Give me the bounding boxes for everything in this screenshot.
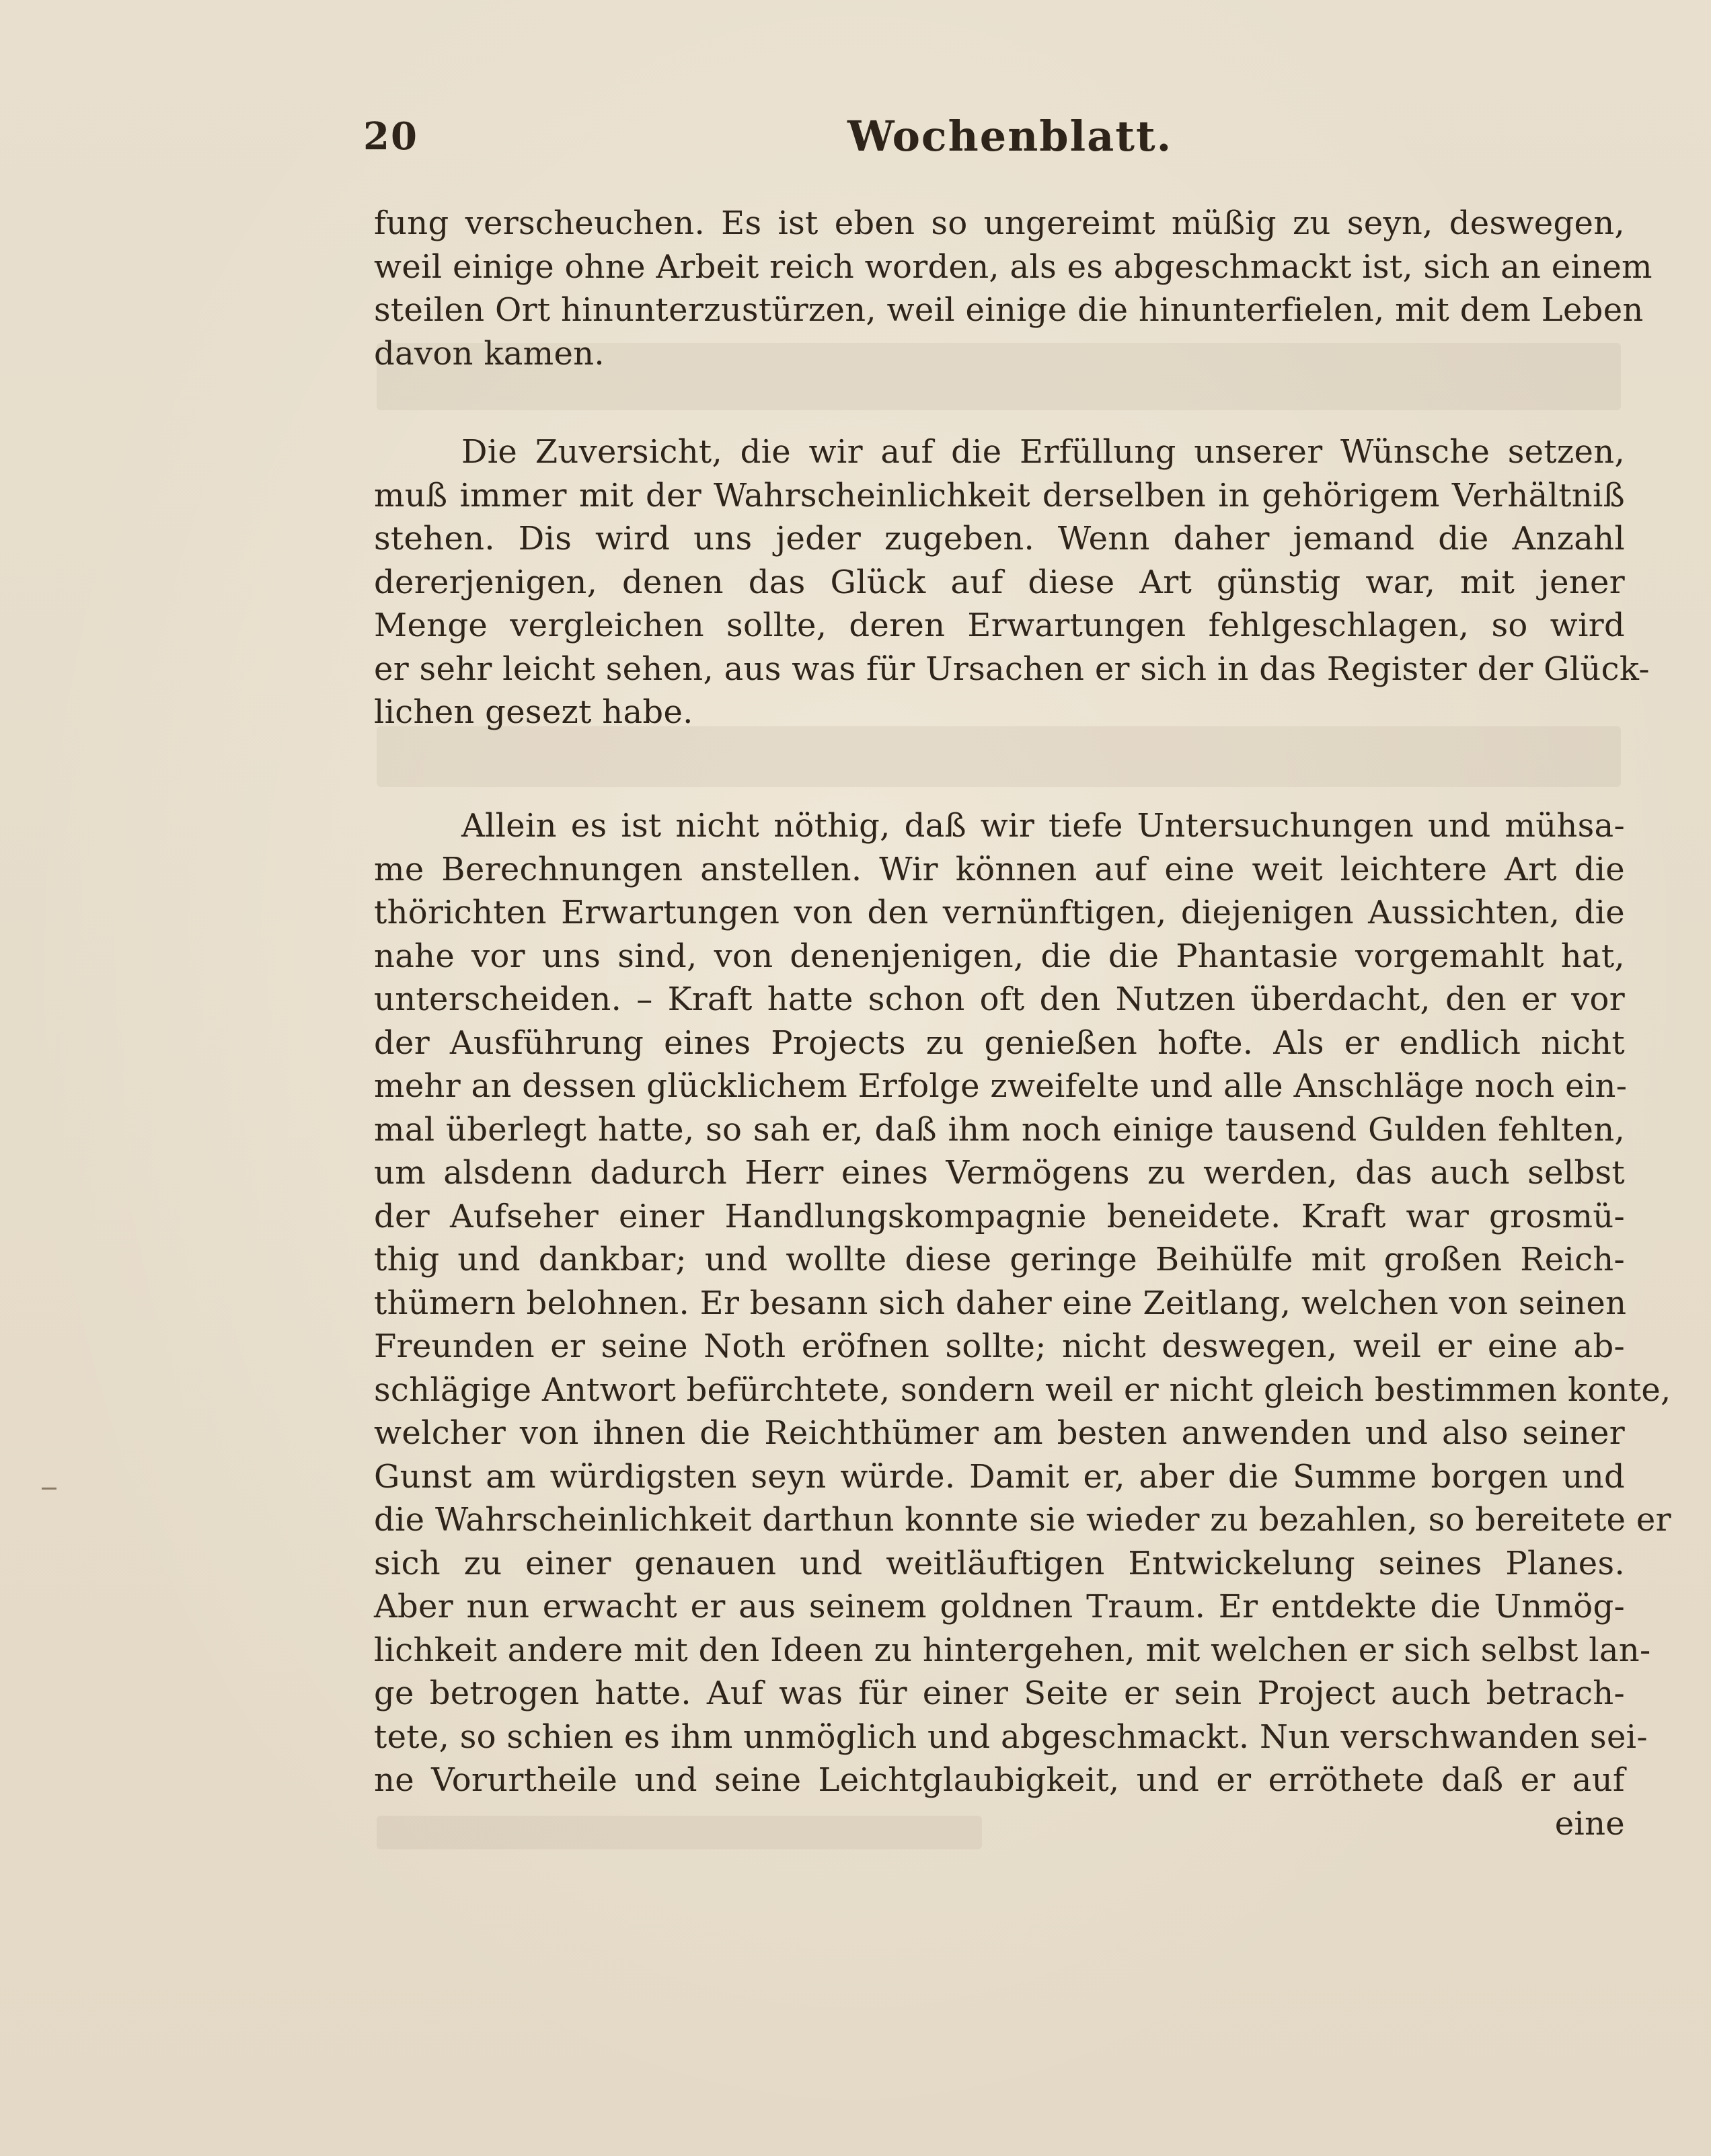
show-through-shadow	[377, 726, 1621, 787]
text-line: unterscheiden. – Kraft hatte schon oft den Nutzen überdacht, den er vor	[374, 980, 1625, 1018]
text-line: welcher von ihnen die Reichthümer am besten anwenden und also seiner	[374, 1414, 1625, 1452]
text-line: dererjenigen, denen das Glück auf diese Art günstig war, mit jener	[374, 563, 1625, 601]
text-line: er sehr leicht sehen, aus was für Ursachen er sich in das Register der Glück-	[374, 650, 1650, 688]
text-line: sich zu einer genauen und weitläuftigen Entwickelung seines Planes.	[374, 1544, 1625, 1582]
margin-mark	[42, 1488, 56, 1490]
text-line: der Ausführung eines Projects zu genießen hofte. Als er endlich nicht	[374, 1024, 1625, 1062]
text-line: muß immer mit der Wahrscheinlichkeit derselben in gehörigem Verhältniß	[374, 476, 1625, 514]
text-line: fung verscheuchen. Es ist eben so ungereimt müßig zu seyn, deswegen,	[374, 204, 1625, 242]
text-line: tete, so schien es ihm unmöglich und abgeschmackt. Nun verschwanden sei-	[374, 1718, 1648, 1756]
text-line: steilen Ort hinunterzustürzen, weil einige die hinunterfielen, mit dem Leben	[374, 291, 1644, 329]
text-line: die Wahrscheinlichkeit darthun konnte sie wieder zu bezahlen, so bereitete er	[374, 1501, 1671, 1539]
text-line: Menge vergleichen sollte, deren Erwartungen fehlgeschlagen, so wird	[374, 607, 1625, 644]
text-line: lichkeit andere mit den Ideen zu hintergehen, mit welchen er sich selbst lan-	[374, 1631, 1651, 1669]
text-line: Aber nun erwacht er aus seinem goldnen Traum. Er entdekte die Unmög-	[374, 1588, 1625, 1625]
text-line: Gunst am würdigsten seyn würde. Damit er, aber die Summe borgen und	[374, 1457, 1625, 1496]
text-line: thümern belohnen. Er besann sich daher eine Zeitlang, welchen von seinen	[374, 1284, 1627, 1322]
text-line: lichen gesezt habe.	[374, 693, 693, 731]
text-line: me Berechnungen anstellen. Wir können auf eine weit leichtere Art die	[374, 850, 1625, 888]
text-line: thörichten Erwartungen von den vernünftigen, diejenigen Aussichten, die	[374, 894, 1625, 931]
text-line: weil einige ohne Arbeit reich worden, als es abgeschmackt ist, sich an einem	[374, 247, 1652, 286]
text-line: der Aufseher einer Handlungskompagnie beneidete. Kraft war grosmü-	[374, 1197, 1625, 1235]
text-line: mal überlegt hatte, so sah er, daß ihm noch einige tausend Gulden fehlten,	[374, 1110, 1625, 1149]
text-line: ne Vorurtheile und seine Leichtglaubigkeit, und er erröthete daß er auf	[374, 1761, 1625, 1799]
text-line: schlägige Antwort befürchtete, sondern weil er nicht gleich bestimmen konte,	[374, 1371, 1671, 1409]
text-line: mehr an dessen glücklichem Erfolge zweifelte und alle Anschläge noch ein-	[374, 1067, 1628, 1105]
text-line: davon kamen.	[374, 334, 605, 373]
text-line: stehen. Dis wird uns jeder zugeben. Wenn daher jemand die Anzahl	[374, 520, 1625, 557]
text-line: Freunden er seine Noth eröfnen sollte; nicht deswegen, weil er eine ab-	[374, 1327, 1625, 1365]
text-line: ge betrogen hatte. Auf was für einer Seite er sein Project auch betrach-	[374, 1674, 1625, 1712]
paragraph-2	[374, 430, 1650, 734]
paragraph-1	[374, 202, 1652, 375]
text-line: Allein es ist nicht nöthig, daß wir tiefe Untersuchungen und mühsa-	[461, 807, 1625, 845]
text-line: thig und dankbar; und wollte diese geringe Beihülfe mit großen Reich-	[374, 1241, 1625, 1278]
text-line: nahe vor uns sind, von denenjenigen, die die Phantasie vorgemahlt hat,	[374, 937, 1625, 975]
catchword: eine	[1554, 1804, 1625, 1843]
paragraph-3	[374, 804, 1671, 1845]
page-number: 20	[363, 114, 418, 159]
text-line: Die Zuversicht, die wir auf die Erfüllung unserer Wünsche setzen,	[461, 433, 1625, 471]
text-line: um alsdenn dadurch Herr eines Vermögens zu werden, das auch selbst	[374, 1154, 1625, 1192]
running-title: Wochenblatt.	[847, 112, 1173, 161]
